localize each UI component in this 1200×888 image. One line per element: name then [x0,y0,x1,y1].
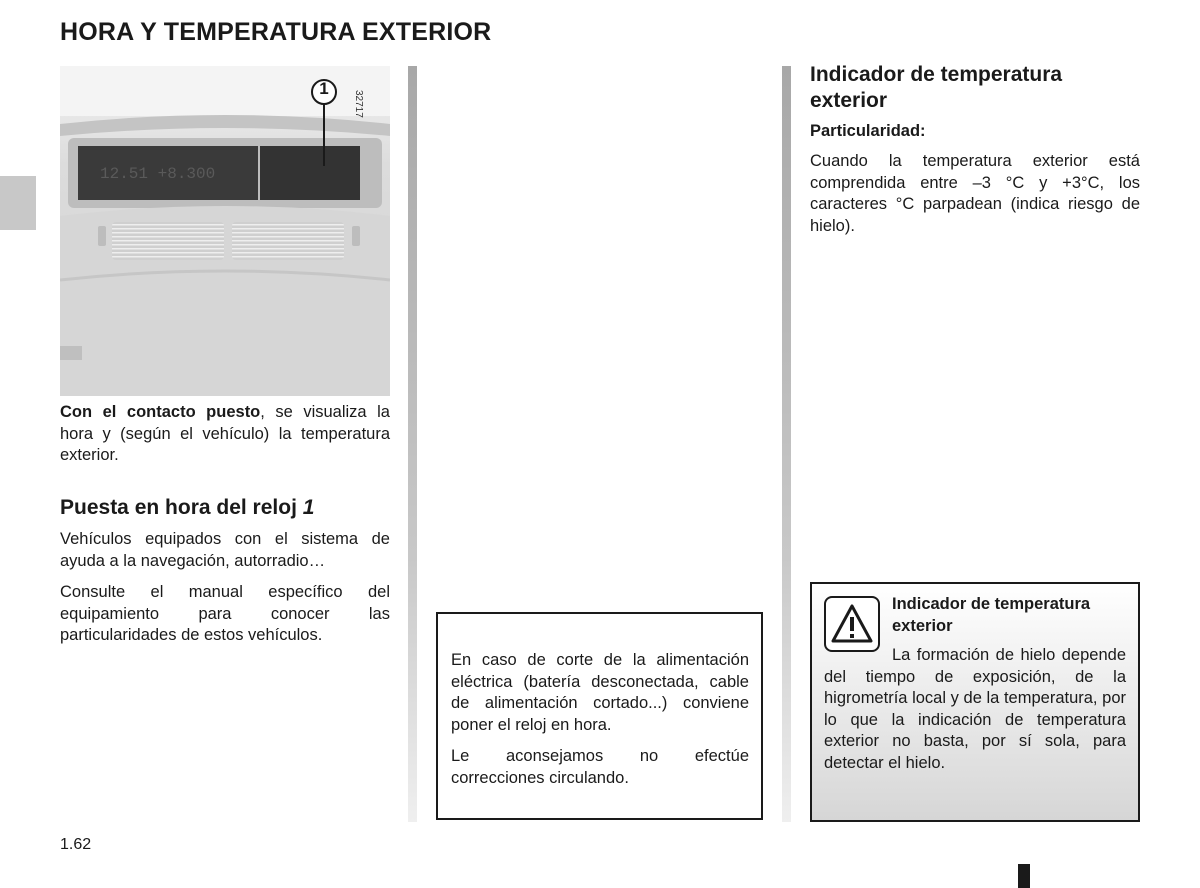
clock-paragraph-2: Consulte el manual específico del equipamiento para conocer las particularidades de estos vehículos. [60,583,390,644]
figure-callout-number: 1 [319,79,329,98]
ice-warning-box [810,582,1140,822]
note-paragraph-1: En caso de corte de la alimentación eléctrica (batería desconectada, cable de alimentación cortado...) conviene poner el reloj en hora. [451,651,749,734]
section-heading-ref: 1 [302,496,315,519]
warning-text: La formación de hielo depende del tiempo de exposición, de la higrometría local y de la temperatura, por lo que la indicación de temperatura exterior no basta, por sí sola, para detectar el hielo. [824,646,1126,772]
power-cut-note [436,612,763,820]
clock-section-body [60,529,390,657]
column-divider-left [408,66,417,822]
particularity-subheading: Particularidad: [810,122,926,140]
page-number: 1.62 [60,836,92,853]
dashboard-illustration [60,66,390,396]
note-paragraph-2: Le aconsejamos no efectúe correcciones circulando. [451,747,749,787]
svg-text:12.51 +8.300: 12.51 +8.300 [100,165,216,183]
dashboard-figure [60,66,390,396]
intro-paragraph [60,402,390,467]
figure-code: 32717 [353,90,364,118]
clock-paragraph-1: Vehículos equipados con el sistema de ayuda a la navegación, autorradio… [60,530,390,570]
temperature-heading: Indicador de temperatura exterior [810,63,1063,112]
page-title: HORA Y TEMPERATURA EXTERIOR [60,18,492,46]
intro-bold-lead: Con el contacto puesto [60,403,261,421]
warning-triangle-icon [824,596,880,652]
warning-title: Indicador de temperatura exterior [892,595,1091,635]
section-heading-clock [60,495,390,521]
temperature-paragraph: Cuando la temperatura exterior está comprendida entre –3 °C y +3°C, los caracteres °C parpadean (indica riesgo de hielo). [810,152,1140,235]
page-edge-mark [1018,864,1030,888]
side-tab-marker [0,176,36,230]
section-heading-text: Puesta en hora del reloj [60,496,297,519]
intro-text: , se visualiza la hora y (según el vehículo) la temperatura exterior. [60,403,390,464]
column-divider-right [782,66,791,822]
